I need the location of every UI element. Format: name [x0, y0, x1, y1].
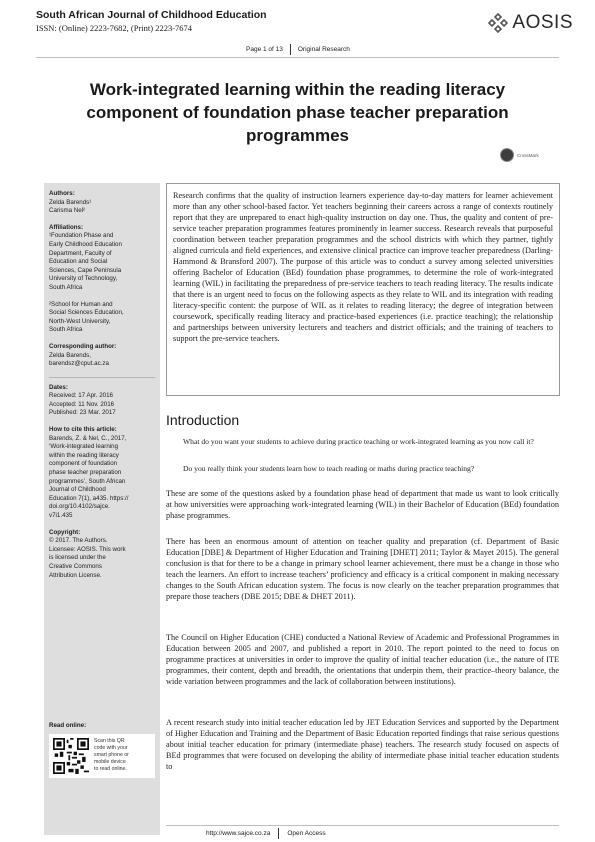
body-paragraph: There has been an enormous amount of attention on teacher quality and preparation (cf. Department of Basic Education [DBE] & Department of Higher Education and Training [DHET] 2011; Taylor & Mayet 2015). The general conclusion is that for there to be a change in primary school learner achievement, there must be a change in those who teach the learners. An effort to increase teachers’ proficiency and efficacy is a critical component in making necessary changes to the South African education system. The focus is now clearly on the teacher preparation programmes that prepare those teachers (DBE 2015; DBE & DHET 2011).	[166, 537, 559, 601]
journal-issn: ISSN: (Online) 2223-7682, (Print) 2223-7674	[36, 23, 193, 33]
citation-line: component of foundation	[49, 460, 118, 468]
read-online-line: smart phone or	[94, 752, 129, 758]
affiliation-line: University of Technology,	[49, 275, 118, 283]
epigraph-question: What do you want your students to achieve during practice teaching or work-integrated learning as you now call it?	[183, 437, 534, 446]
journal-title: South African Journal of Childhood Education	[36, 9, 267, 21]
read-online-heading: Read online:	[49, 722, 87, 729]
affiliation-line: Sciences, Cape Peninsula	[49, 266, 122, 274]
page-footer	[206, 828, 326, 839]
read-online-line: code with your	[94, 745, 128, 751]
citation-line: Journal of Childhood	[49, 486, 106, 494]
corresponding-email-link[interactable]: barendsz@cput.ac.za	[49, 360, 109, 368]
affiliation-line: South Africa	[49, 326, 83, 334]
affiliation-line: Early Childhood Education	[49, 240, 122, 248]
article-title	[36, 78, 559, 147]
copyright-line: is licensed under the	[49, 554, 106, 562]
page-info	[246, 44, 350, 55]
article-title-line: programmes	[246, 126, 349, 145]
crossmark-icon	[500, 148, 514, 162]
affiliation-line: Education and Social	[49, 258, 108, 266]
author-name: Carisma Nel²	[49, 207, 86, 215]
citation-line: Barends, Z. & Nel, C., 2017,	[49, 434, 127, 442]
epigraph-question: Do you really think your students learn how to teach reading or maths during practice teaching?	[183, 464, 475, 473]
body-paragraph: A recent research study into initial teacher education led by JET Education Services and supported by the Department of Higher Education and Training and the Department of Basic Education reported findings that raise serious questions about initial teacher education for primary (intermediate phase) teachers. The research study focused on aspects of BEd programmes that were focused on developing the ability of intermediate phase initial teacher education students to	[166, 718, 559, 771]
copyright-line: Licensee: AOSIS. This work	[49, 545, 126, 553]
journal-url-link[interactable]: http://www.sajce.co.za	[206, 830, 271, 837]
affiliation2-block	[49, 301, 155, 335]
citation-line: ‘Work-integrated learning	[49, 443, 119, 451]
affiliation-line: North-West University,	[49, 317, 111, 325]
article-title-line: component of foundation phase teacher preparation	[86, 103, 509, 122]
dates-heading: Dates:	[49, 383, 68, 391]
crossmark-label: CrossMark	[517, 152, 539, 158]
author-name: Zelda Barends¹	[49, 198, 92, 206]
read-online-line: mobile device	[94, 759, 126, 765]
read-online-instructions	[94, 738, 129, 774]
authors-heading: Authors:	[49, 190, 75, 197]
copyright-line: Attribution License.	[49, 571, 102, 579]
aosis-wordmark: AOSIS	[512, 12, 573, 33]
citation-block	[49, 426, 155, 521]
abstract-box: Research confirms that the quality of instruction learners experience day-to-day matters for learner achievement more than any other school-based factor. Yet teachers beginning their careers across a range of contexts routinely report that they are unprepared to enact high-quality instruction on day one. Thus, the quality and content of pre-service teacher preparation programmes features prominently in learner success. Research reveals that purposeful coordination between teacher preparation programmes and the school districts with which they partner, tightly aligned curricula and field experiences, and extensive clinical practice can improve teacher preparedness (Darling-Hammond & Bransford 2007). The purpose of this article was to conduct a survey among selected universities offering Bachelor of Education (BEd) foundation phase programmes, to determine the role of work-integrated learning (WIL) in facilitating the preparedness of pre-service teachers to teach reading literacy. The results indicate that there is an urgent need to focus on the following aspects as they relate to WIL and its integration with reading literacy-specific content: the purpose of WIL as it relates to reading literacy; the degree of integration between coursework, specifically reading literacy and practice-based experiences (i.e. practice teaching); the relationship and partnerships between university lecturers and teachers and district officials; and the training of teachers to support the pre-service teachers.	[166, 183, 560, 396]
read-online-line: Scan this QR	[94, 738, 125, 744]
page-info-divider	[290, 44, 291, 55]
aosis-logo-icon	[488, 13, 508, 33]
corresponding-heading: Corresponding author:	[49, 342, 117, 350]
crossmark-button[interactable]	[500, 148, 539, 162]
citation-heading: How to cite this article:	[49, 426, 117, 434]
citation-line: Education 7(1), a435. https://	[49, 494, 129, 502]
footer-rule	[166, 825, 559, 826]
open-access-label: Open Access	[287, 830, 326, 837]
corresponding-block	[49, 343, 155, 369]
citation-line: phase teacher preparation	[49, 469, 122, 477]
body-paragraph: The Council on Higher Education (CHE) conducted a National Review of Academic and Professional Programmes in Education between 2005 and 2007, and published a report in 2010. The report pointed to the need to focus on programme practices at universities in order to improve the quality of initial teacher education (i.e., the nature of ITE programmes, their content, depth and breadth, the orientations that underpin them, their practice–theory balance, the wide variation between programmes and the lack of collaboration between institutions).	[166, 633, 559, 686]
citation-doi-link[interactable]: v7i1.435	[49, 512, 73, 519]
article-title-line: Work-integrated learning within the reading literacy	[89, 80, 506, 99]
affiliations-block	[49, 224, 155, 293]
copyright-block	[49, 529, 155, 581]
read-online-line: to read online.	[94, 766, 127, 772]
date-published: Published: 23 Mar. 2017	[49, 409, 116, 417]
introduction-heading: Introduction	[166, 412, 240, 428]
copyright-line: © 2017. The Authors.	[49, 537, 108, 545]
citation-doi-link[interactable]: doi.org/10.4102/sajce.	[49, 503, 110, 511]
page-number: Page 1 of 13	[246, 46, 283, 53]
dates-block	[49, 384, 155, 418]
citation-line: programmes’, South African	[49, 477, 126, 485]
article-type: Original Research	[297, 46, 350, 53]
footer-divider	[278, 828, 279, 839]
copyright-line: Creative Commons	[49, 562, 102, 570]
citation-line: within the reading literacy	[49, 451, 119, 459]
journal-header	[36, 9, 267, 33]
corresponding-name: Zelda Barends,	[49, 351, 91, 359]
affiliation-line: ²School for Human and	[49, 300, 113, 308]
affiliation-line: Department, Faculty of	[49, 249, 112, 257]
affiliation-line: ¹Foundation Phase and	[49, 232, 114, 240]
aosis-logo	[488, 12, 573, 34]
authors-block	[49, 190, 155, 216]
date-received: Received: 17 Apr. 2016	[49, 392, 113, 400]
affiliation-line: South Africa	[49, 283, 83, 291]
qr-code-icon[interactable]	[53, 738, 89, 774]
affiliations-heading: Affiliations:	[49, 223, 84, 231]
header-rule	[36, 57, 559, 58]
affiliation-line: Social Sciences Education,	[49, 309, 124, 317]
read-online-box	[49, 734, 155, 778]
copyright-heading: Copyright:	[49, 528, 81, 536]
sidebar-divider	[49, 377, 155, 378]
date-accepted: Accepted: 11 Nov. 2016	[49, 400, 115, 408]
body-paragraph: These are some of the questions asked by a foundation phase head of department that made us want to look critically at how universities were approaching work-integrated learning (WIL) in their Bachelor of Education (BEd) foundation phase programmes.	[166, 489, 559, 520]
